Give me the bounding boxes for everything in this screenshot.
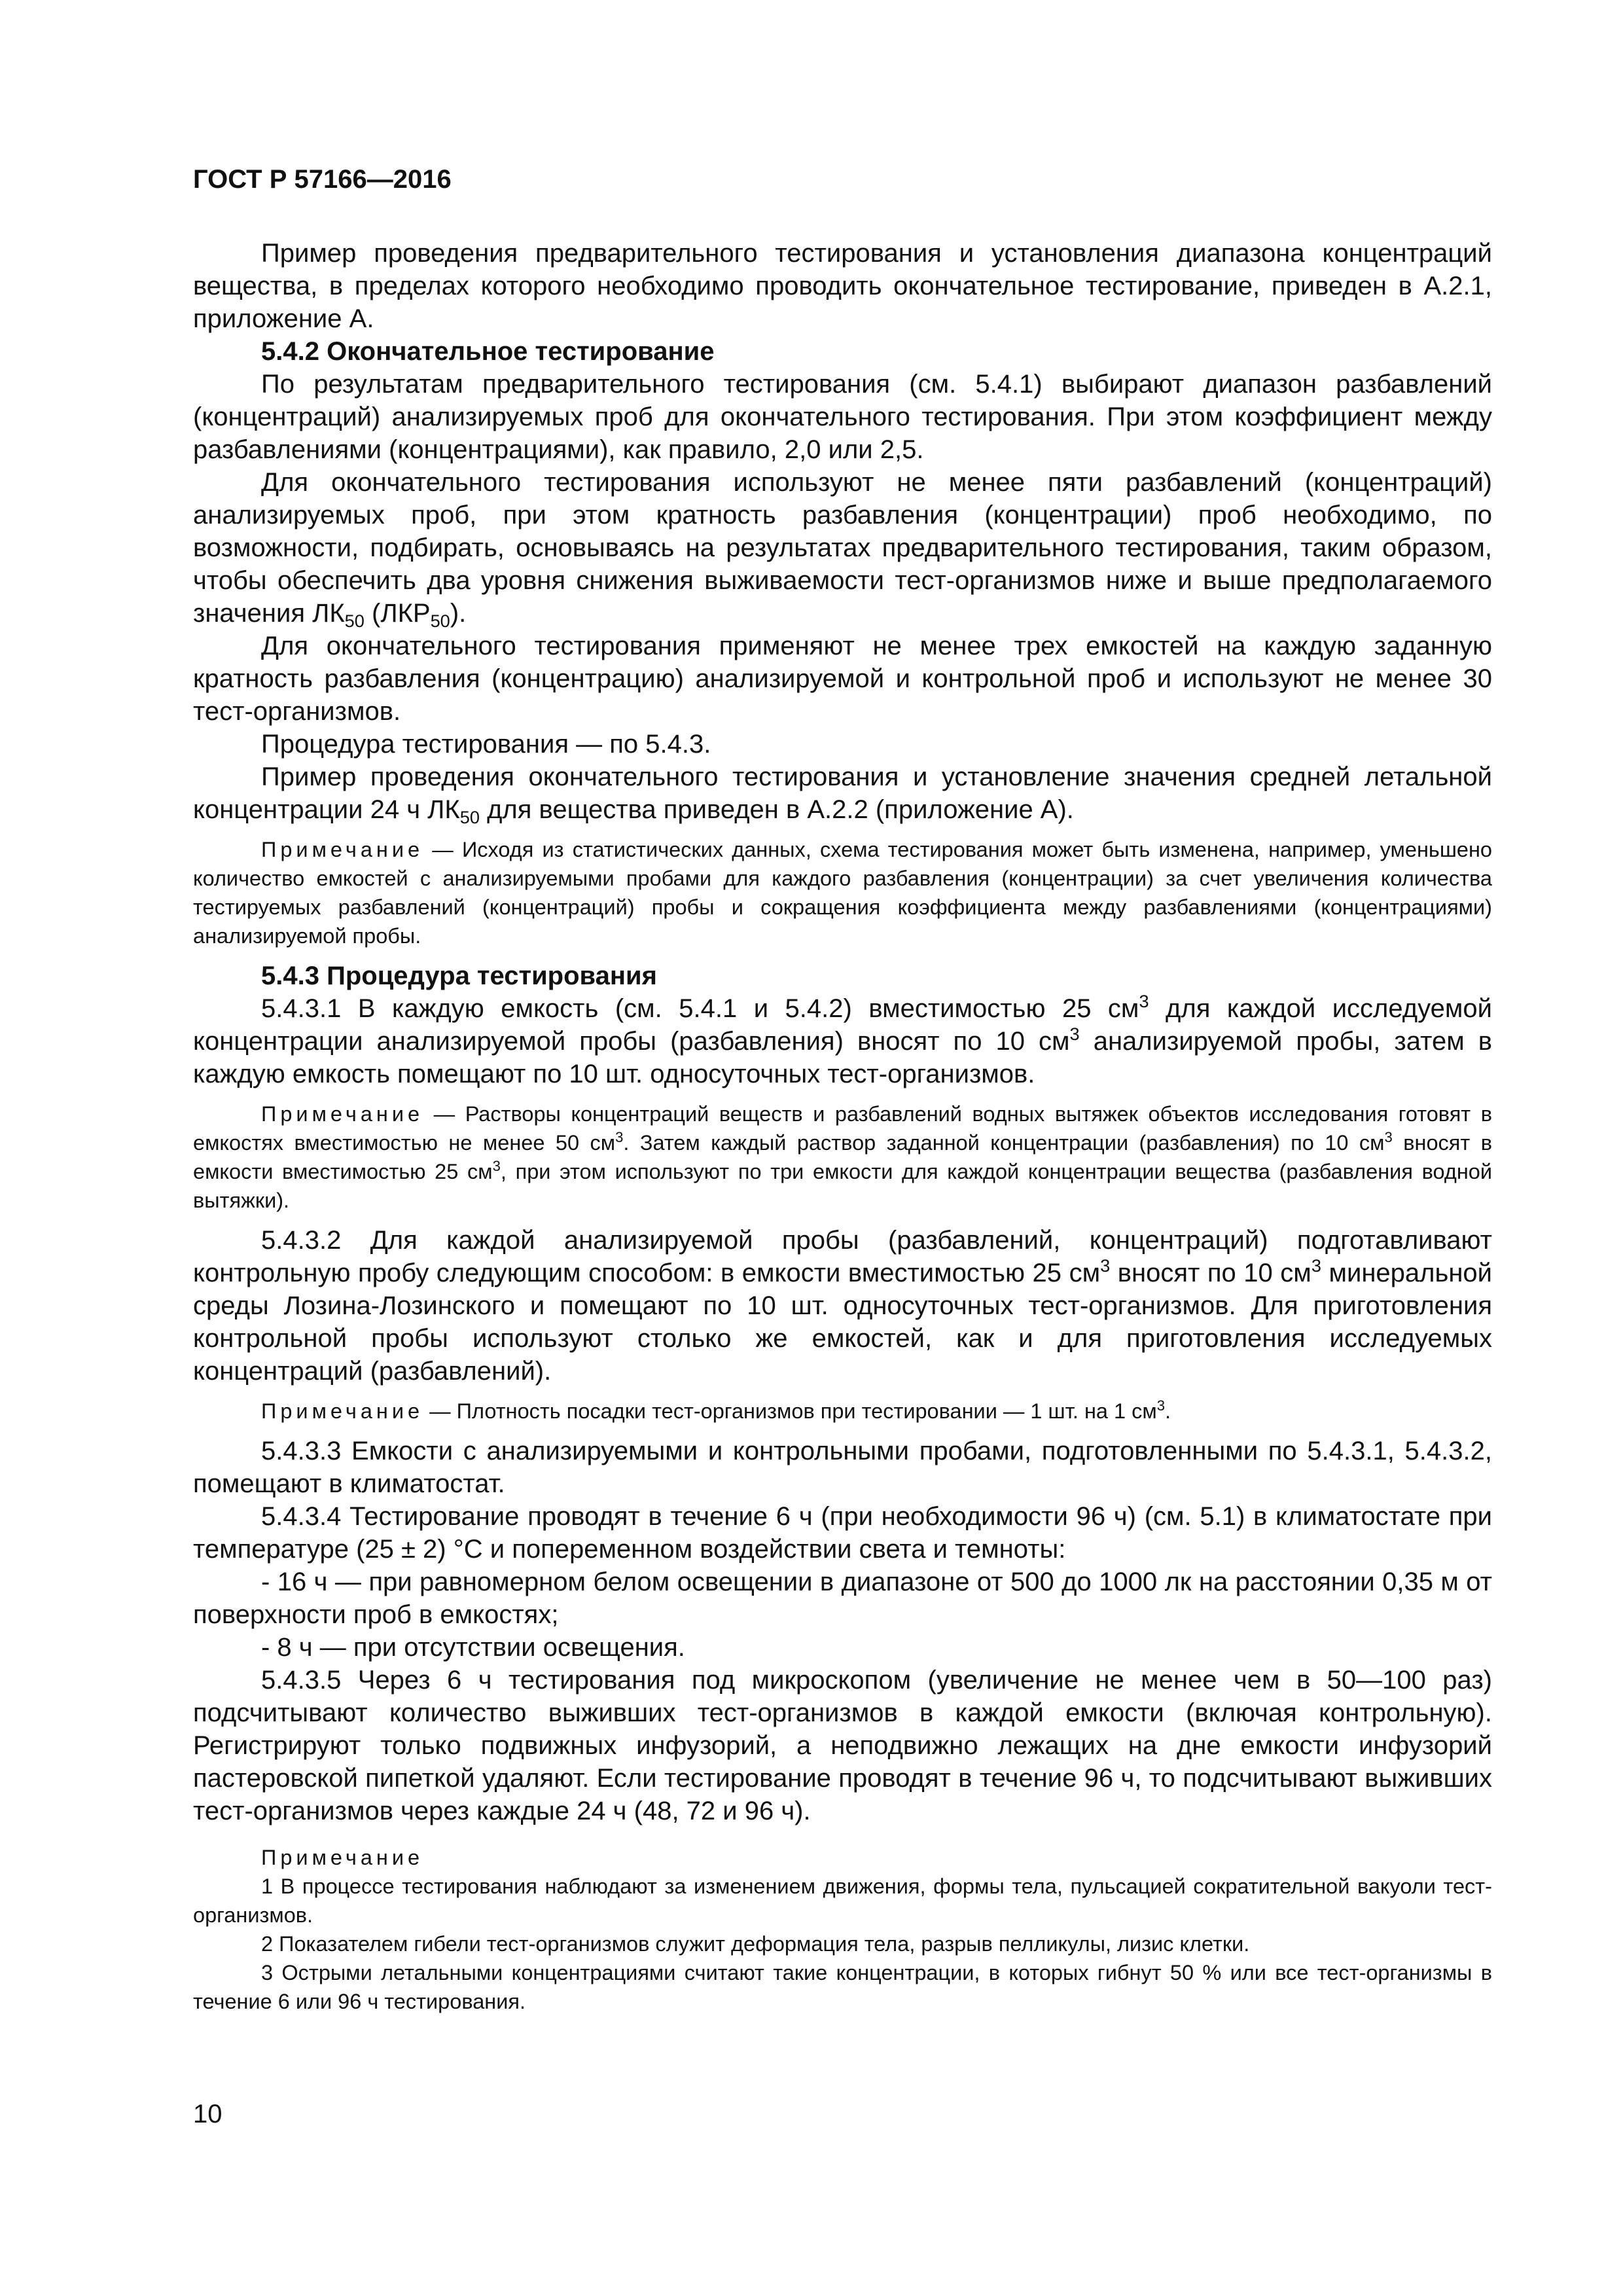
paragraph-5-4-3-1: 5.4.3.1 В каждую емкость (см. 5.4.1 и 5.4.2) вместимостью 25 $см^3$ для каждой исследуемой концентрации анализируемой пробы (разбавления) вносят по 10 $см^3$ анализируемой пробы, затем в каждую емкость помещают по 10 шт. односуточных тест-организмов. xyxy=(193,991,1492,1088)
paragraph-final-testing-range: По результатам предварительного тестирования (см. 5.4.1) выбирают диапазон разбавлений (концентраций) анализируемых проб для окончательного тестирования. При этом коэффициент между разбавлениями (концентрациями), как правило, 2,0 или 2,5. xyxy=(193,370,1492,464)
note-item-3: 3 Острыми летальными концентрациями считают такие концентрации, в которых гибнут 50 % или все тест-организмы в течение 6 или 96 ч тестирования. xyxy=(193,1961,1492,2013)
list-item-light: - 16 ч — при равномерном белом освещении в диапазоне от 500 до 1000 лк на расстоянии 0,35 м от поверхности проб в емкостях; xyxy=(193,1568,1492,1629)
paragraph-intro: Пример проведения предварительного тестирования и установления диапазона концентраций вещества, в пределах которого необходимо проводить окончательное тестирование, приведен в А.2.1, приложение А. xyxy=(193,239,1492,333)
paragraph-5-4-3-5: 5.4.3.5 Через 6 ч тестирования под микроскопом (увеличение не менее чем в 50—100 раз) подсчитывают количество выживших тест-организмов в каждой емкости (включая контрольную). Регистрируют только подвижных инфузорий, а неподвижно лежащих на дне емкости инфузорий пастеровской пипеткой удаляют. Если тестирование проводят в течение 96 ч, то подсчитывают выживших тест-организмов через каждые 24 ч (48, 72 и 96 ч). xyxy=(193,1666,1492,1825)
paragraph-5-4-3-2: 5.4.3.2 Для каждой анализируемой пробы (разбавлений, концентраций) подготавливают контрольную пробу следующим способом: в емкости вместимостью 25 $см^3$ вносят по 10 $см^3$ минеральной среды Лозина-Лозинского и помещают по 10 шт. односуточных тест-организмов. Для приготовления контрольной пробы используют столько же емкостей, как и для приготовления исследуемых концентраций (разбавлений). xyxy=(193,1226,1493,1386)
notes-label: Примечание xyxy=(261,1846,424,1869)
list-item-dark: - 8 ч — при отсутствии освещения. xyxy=(261,1633,685,1662)
note-solutions: Примечание — Растворы концентраций веществ и разбавлений водных вытяжек объектов исследования готовят в емкостях вместимостью не менее 50 $см^3$. Затем каждый раствор заданной концентрации (разбавления) по 10 $см^3$ вносят в емкости вместимостью 25 $см^3$, при этом используют по три емкости для каждой концентрации вещества (разбавления водной вытяжки). xyxy=(193,1102,1493,1212)
note-item-1: 1 В процессе тестирования наблюдают за изменением движения, формы тела, пульсацией сократительной вакуоли тест-организмов. xyxy=(193,1874,1492,1927)
document-header: ГОСТ Р 57166—2016 xyxy=(193,165,452,194)
paragraph-containers: Для окончательного тестирования применяют не менее трех емкостей на каждую заданную кратность разбавления (концентрацию) анализируемой и контрольной проб и используют не менее 30 тест-организмов. xyxy=(193,632,1492,726)
paragraph-dilutions: Для окончательного тестирования используют не менее пяти разбавлений (концентраций) анализируемых проб, при этом кратность разбавления (концентрации) проб необходимо, по возможности, подбирать, основываясь на результатах предварительного тестирования, таким образом, чтобы обеспечить два уровня снижения выживаемости тест-организмов ниже и выше предполагаемого значения $ЛК_{50}$ $(ЛКР_{50})$. xyxy=(193,468,1492,632)
paragraph-5-4-3-4: 5.4.3.4 Тестирование проводят в течение 6 ч (при необходимости 96 ч) (см. 5.1) в климатостате при температуре (25 ± 2) °С и попеременном воздействии света и темноты: xyxy=(193,1502,1492,1564)
document-page xyxy=(193,162,1492,2016)
note-density: Примечание — Плотность посадки тест-организмов при тестировании — 1 шт. на 1 $см^3$. xyxy=(261,1397,1171,1423)
section-heading-5-4-2: 5.4.2 Окончательное тестирование xyxy=(261,337,715,366)
paragraph-example-lk50: Пример проведения окончательного тестирования и установление значения средней летальной концентрации 24 ч $ЛК_{50}$ для вещества приведен в А.2.2 (приложение А). xyxy=(193,762,1492,828)
paragraph-procedure-ref: Процедура тестирования — по 5.4.3. xyxy=(261,730,711,759)
note-statistics: Примечание — Исходя из статистических данных, схема тестирования может быть изменена, например, уменьшено количество емкостей с анализируемыми пробами для каждого разбавления (концентрации) за счет увеличения количества тестируемых разбавлений (концентраций) пробы и сокращения коэффициента между разбавлениями (концентрациями) анализируемой пробы. xyxy=(193,838,1492,948)
section-heading-5-4-3: 5.4.3 Процедура тестирования xyxy=(261,961,657,990)
note-item-2: 2 Показателем гибели тест-организмов служит деформация тела, разрыв пелликулы, лизис клетки. xyxy=(261,1932,1250,1956)
page-number: 10 xyxy=(193,2100,223,2128)
paragraph-5-4-3-3: 5.4.3.3 Емкости с анализируемыми и контрольными пробами, подготовленными по 5.4.3.1, 5.4.3.2, помещают в климатостат. xyxy=(193,1437,1492,1498)
